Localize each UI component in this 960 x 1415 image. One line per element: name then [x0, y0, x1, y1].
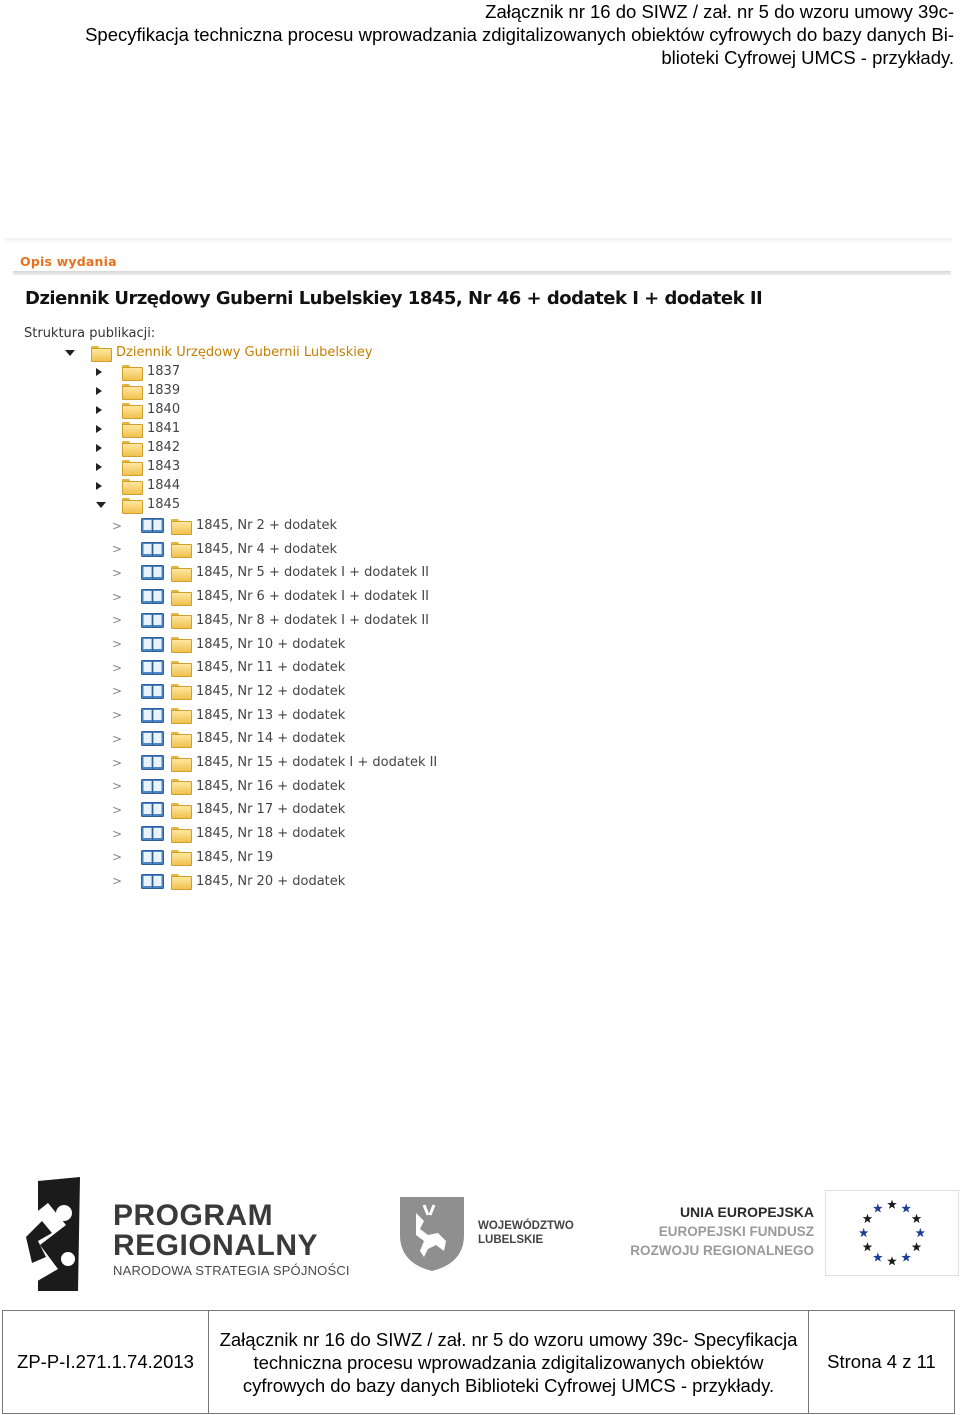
tree-item-label[interactable]: Dziennik Urzędowy Gubernii Lubelskiey: [116, 345, 373, 360]
chevron-right-icon[interactable]: >: [111, 565, 123, 580]
chevron-right-icon[interactable]: >: [111, 518, 123, 533]
tree-item-label[interactable]: 1845, Nr 19: [196, 849, 274, 865]
tree-item-label[interactable]: 1845, Nr 12 + dodatek: [196, 683, 346, 699]
tree-item-label[interactable]: 1845, Nr 14 + dodatek: [196, 731, 346, 747]
eu-flag-icon: [825, 1190, 959, 1276]
folder-icon: [171, 874, 190, 888]
chevron-right-icon[interactable]: >: [111, 542, 123, 557]
chevron-right-icon[interactable]: >: [111, 613, 123, 628]
expand-arrow-icon[interactable]: [96, 368, 102, 376]
tree-item-year[interactable]: [96, 419, 180, 438]
footer-reference: ZP-P-I.271.1.74.2013: [3, 1311, 209, 1413]
tree-item-issue[interactable]: [111, 706, 345, 725]
tree-item-label[interactable]: 1845, Nr 15 + dodatek I + dodatek II: [196, 755, 438, 770]
eu-star-icon: [873, 1252, 883, 1261]
tree-item-label[interactable]: 1839: [147, 383, 181, 398]
eu-line-3: ROZWOJU REGIONALNEGO: [630, 1243, 814, 1258]
tree-item-label[interactable]: 1845, Nr 11 + dodatek: [196, 660, 346, 676]
book-icon: [141, 589, 164, 604]
eu-star-icon: [873, 1203, 883, 1212]
tree-item-issue[interactable]: [111, 658, 345, 677]
program-regionalny-line-2: REGIONALNY: [113, 1229, 319, 1262]
publication-title: Dziennik Urzędowy Guberni Lubelskiey 1845, Nr 46 + dodatek I + dodatek II: [25, 288, 763, 309]
book-icon: [141, 565, 164, 580]
folder-icon: [171, 661, 190, 675]
folder-icon: [122, 365, 141, 379]
folder-icon: [122, 441, 141, 455]
tree-item-issue[interactable]: [111, 563, 429, 582]
header-line-1: Załącznik nr 16 do SIWZ / zał. nr 5 do wzoru umowy 39c-: [485, 1, 954, 22]
tree-item-label[interactable]: 1845, Nr 20 + dodatek: [196, 873, 346, 889]
tree-item-issue[interactable]: [111, 753, 437, 772]
book-icon: [141, 708, 164, 723]
book-icon: [141, 660, 164, 675]
chevron-right-icon[interactable]: >: [111, 660, 123, 675]
chevron-right-icon[interactable]: >: [111, 589, 123, 604]
tree-item-label[interactable]: 1843: [147, 459, 181, 474]
chevron-right-icon[interactable]: >: [111, 850, 123, 865]
book-icon: [141, 755, 164, 770]
tree-item-label[interactable]: 1845, Nr 2 + dodatek: [196, 518, 338, 533]
folder-icon: [171, 519, 190, 533]
lubelskie-coat-of-arms-icon: [398, 1195, 466, 1273]
eu-star-icon: [912, 1242, 922, 1251]
eu-star-icon: [887, 1256, 897, 1265]
tree-item-issue[interactable]: [111, 540, 337, 559]
folder-icon: [91, 346, 110, 360]
program-regionalny-logo-icon: [8, 1173, 86, 1291]
expand-arrow-icon[interactable]: [96, 482, 102, 490]
book-icon: [141, 874, 164, 889]
panel-title: Opis wydania: [20, 254, 117, 269]
folder-icon: [122, 498, 141, 512]
folder-icon: [171, 850, 190, 864]
folder-icon: [171, 542, 190, 556]
panel-top-border: [5, 238, 953, 244]
folder-icon: [171, 732, 190, 746]
wojewodztwo-line-2: LUBELSKIE: [478, 1234, 544, 1246]
collapse-arrow-icon[interactable]: [65, 350, 75, 356]
expand-arrow-icon[interactable]: [96, 444, 102, 452]
folder-icon: [171, 590, 190, 604]
folder-icon: [122, 384, 141, 398]
chevron-right-icon[interactable]: >: [111, 802, 123, 817]
book-icon: [141, 731, 164, 746]
tree-item-year[interactable]: [96, 476, 180, 495]
book-icon: [141, 779, 164, 794]
chevron-right-icon[interactable]: >: [111, 708, 123, 723]
tree-item-root[interactable]: [65, 343, 373, 362]
book-icon: [141, 637, 164, 652]
panel-divider: [13, 271, 951, 275]
tree-item-label[interactable]: 1845, Nr 16 + dodatek: [196, 778, 346, 794]
eu-star-icon: [863, 1242, 873, 1251]
eu-star-icon: [916, 1228, 926, 1237]
book-icon: [141, 684, 164, 699]
tree-item-label[interactable]: 1845: [147, 497, 181, 512]
expand-arrow-icon[interactable]: [96, 387, 102, 395]
expand-arrow-icon[interactable]: [96, 425, 102, 433]
folder-icon: [122, 460, 141, 474]
chevron-right-icon[interactable]: >: [111, 826, 123, 841]
folder-icon: [122, 479, 141, 493]
eu-star-icon: [901, 1203, 911, 1212]
tree-item-year[interactable]: [96, 400, 180, 419]
book-icon: [141, 850, 164, 865]
program-regionalny-line-3: NARODOWA STRATEGIA SPÓJNOŚCI: [113, 1263, 350, 1278]
eu-star-icon: [863, 1214, 873, 1223]
program-regionalny-line-1: PROGRAM: [113, 1199, 274, 1232]
book-icon: [141, 518, 164, 533]
footer-page-number: Strona 4 z 11: [827, 1351, 936, 1372]
chevron-right-icon[interactable]: >: [111, 874, 123, 888]
eu-star-icon: [912, 1214, 922, 1223]
book-icon: [141, 802, 164, 817]
eu-star-icon: [859, 1228, 869, 1237]
chevron-right-icon[interactable]: >: [111, 731, 123, 746]
folder-icon: [171, 756, 190, 770]
tree-item-issue[interactable]: [111, 777, 345, 796]
tree-item-issue[interactable]: [111, 516, 337, 535]
collapse-arrow-icon[interactable]: [96, 502, 106, 508]
tree-item-year[interactable]: [96, 362, 180, 381]
tree-item-label[interactable]: 1837: [147, 364, 181, 379]
tree-item-issue[interactable]: [111, 682, 345, 701]
chevron-right-icon[interactable]: >: [111, 755, 123, 770]
book-icon: [141, 613, 164, 628]
tree-item-label[interactable]: 1845, Nr 18 + dodatek: [196, 826, 346, 842]
tree-item-issue[interactable]: [111, 824, 345, 843]
tree-item-year[interactable]: [96, 381, 180, 400]
tree-item-label[interactable]: 1845, Nr 4 + dodatek: [196, 541, 338, 557]
header-line-2: Specyfikacja techniczna procesu wprowadzania zdigitalizowanych obiektów cyfrowych do bazy danych Bi-: [85, 24, 954, 45]
tree-item-issue[interactable]: [111, 635, 345, 654]
header-line-3: blioteki Cyfrowej UMCS - przykłady.: [661, 47, 954, 68]
tree-item-year[interactable]: [96, 457, 180, 476]
eu-text-block: [612, 1203, 814, 1260]
structure-label: Struktura publikacji:: [24, 326, 156, 341]
footer-title: Załącznik nr 16 do SIWZ / zał. nr 5 do wzoru umowy 39c- Specyfikacja techniczna procesu wprowadzania zdigitalizowanych obiektów cyfrowych do bazy danych Biblioteki Cyfrowej UMCS - przykłady.: [209, 1311, 809, 1413]
folder-icon: [171, 566, 190, 580]
eu-line-1: UNIA EUROPEJSKA: [679, 1204, 814, 1220]
folder-icon: [171, 779, 190, 793]
book-icon: [141, 826, 164, 841]
tree-item-issue[interactable]: [111, 729, 345, 748]
tree-item-label[interactable]: 1845, Nr 6 + dodatek I + dodatek II: [196, 589, 429, 605]
document-header: [14, 0, 954, 69]
folder-icon: [171, 637, 190, 651]
tree-item-label[interactable]: 1840: [147, 402, 181, 417]
eu-star-icon: [901, 1252, 911, 1261]
tree-item-label[interactable]: 1841: [147, 421, 181, 436]
book-icon: [141, 542, 164, 557]
tree-item-label[interactable]: 1845, Nr 8 + dodatek I + dodatek II: [196, 612, 429, 628]
folder-icon: [171, 684, 190, 698]
wojewodztwo-line-1: WOJEWÓDZTWO: [478, 1220, 574, 1232]
chevron-right-icon[interactable]: >: [111, 684, 123, 699]
tree-item-issue[interactable]: [111, 800, 345, 819]
publication-screenshot: [5, 238, 953, 898]
expand-arrow-icon[interactable]: [96, 406, 102, 414]
folder-icon: [122, 403, 141, 417]
logos-band: [0, 1165, 960, 1295]
folder-icon: [171, 613, 190, 627]
folder-icon: [122, 422, 141, 436]
tree-item-issue[interactable]: [111, 872, 345, 891]
tree-item-label[interactable]: 1845, Nr 13 + dodatek: [196, 707, 346, 723]
tree-item-issue[interactable]: [111, 587, 429, 606]
folder-icon: [171, 803, 190, 817]
tree-item-label[interactable]: 1845, Nr 5 + dodatek I + dodatek II: [196, 565, 429, 581]
tree-item-issue[interactable]: [111, 848, 273, 867]
tree-item-label[interactable]: 1845, Nr 10 + dodatek: [196, 636, 346, 652]
chevron-right-icon[interactable]: >: [111, 779, 123, 794]
tree-item-label[interactable]: 1842: [147, 440, 181, 455]
eu-line-2: EUROPEJSKI FUNDUSZ: [658, 1224, 814, 1239]
tree-item-label[interactable]: 1845, Nr 17 + dodatek: [196, 802, 346, 818]
tree-item-issue[interactable]: [111, 611, 429, 630]
folder-icon: [171, 827, 190, 841]
tree-item-year[interactable]: [96, 438, 180, 457]
page-footer: [2, 1310, 955, 1414]
eu-star-icon: [887, 1200, 897, 1209]
expand-arrow-icon[interactable]: [96, 463, 102, 471]
tree-item-year[interactable]: [96, 495, 180, 514]
folder-icon: [171, 708, 190, 722]
chevron-right-icon[interactable]: >: [111, 637, 123, 651]
tree-item-label[interactable]: 1844: [147, 478, 181, 493]
